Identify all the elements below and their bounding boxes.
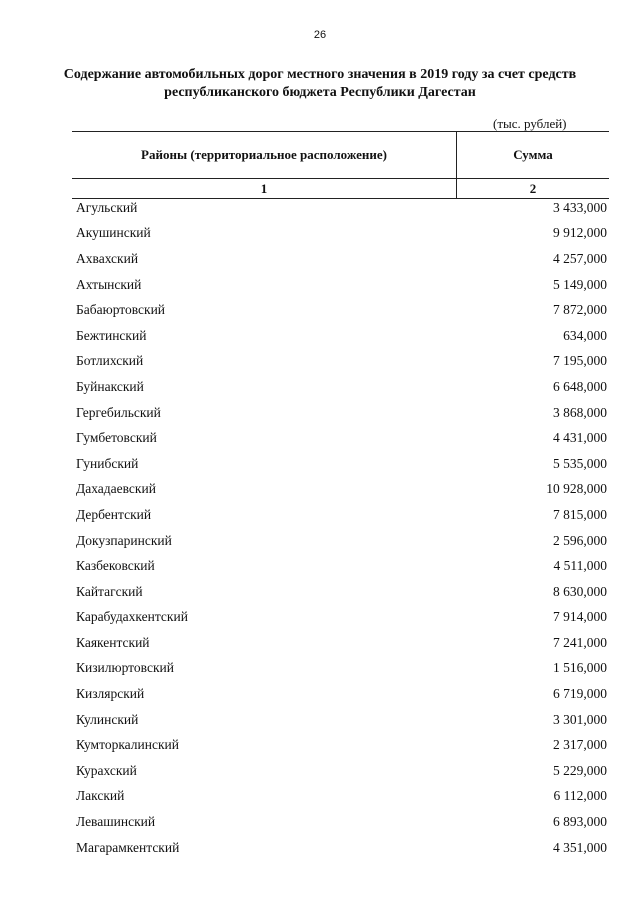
amount-value: 7 914,000 <box>553 609 607 625</box>
table-row <box>72 297 609 323</box>
district-name: Ботлихский <box>76 353 144 369</box>
table-row <box>72 579 609 605</box>
funding-table <box>72 131 609 860</box>
district-name: Казбековский <box>76 558 155 574</box>
district-name: Кизлярский <box>76 686 145 702</box>
district-name: Бабаюртовский <box>76 302 166 318</box>
table-row <box>72 784 609 810</box>
amount-value: 8 630,000 <box>553 583 607 599</box>
amount-value: 634,000 <box>563 327 607 343</box>
amount-value: 2 596,000 <box>553 532 607 548</box>
amount-value: 9 912,000 <box>553 225 607 241</box>
table-row <box>72 477 609 503</box>
district-name: Левашинский <box>76 814 156 830</box>
amount-value: 4 257,000 <box>553 250 607 266</box>
district-name: Кизилюртовский <box>76 660 174 676</box>
table-row <box>72 400 609 426</box>
amount-value: 6 112,000 <box>553 788 607 804</box>
amount-value: 4 431,000 <box>553 430 607 446</box>
table-row <box>72 349 609 375</box>
table-row <box>72 732 609 758</box>
table-row <box>72 681 609 707</box>
district-name: Ахтынский <box>76 276 142 292</box>
table-row <box>72 272 609 298</box>
header-amount: Сумма <box>513 147 553 162</box>
district-name: Акушинский <box>76 225 151 241</box>
column-number-row <box>72 179 609 199</box>
table-row <box>72 323 609 349</box>
district-name: Кулинский <box>76 711 139 727</box>
amount-value: 7 241,000 <box>553 634 607 650</box>
district-name: Дербентский <box>76 506 152 522</box>
table-row <box>72 221 609 247</box>
district-name: Курахский <box>76 762 137 778</box>
table-row <box>72 630 609 656</box>
amount-value: 5 229,000 <box>553 762 607 778</box>
district-name: Каякентский <box>76 634 150 650</box>
amount-value: 10 928,000 <box>546 481 607 497</box>
amount-value: 4 511,000 <box>553 558 607 574</box>
district-name: Гергебильский <box>76 404 161 420</box>
table-row <box>72 656 609 682</box>
amount-value: 7 872,000 <box>553 302 607 318</box>
column-number-1: 1 <box>72 179 457 198</box>
district-name: Гунибский <box>76 455 139 471</box>
district-name: Лакский <box>76 788 125 804</box>
district-name: Агульский <box>76 199 138 215</box>
district-name: Докузпаринский <box>76 532 172 548</box>
document-title-line-2: республиканского бюджета Республики Дагестан <box>164 85 476 100</box>
table-row <box>72 451 609 477</box>
table-row <box>72 553 609 579</box>
header-districts: Районы (территориальное расположение) <box>72 132 457 178</box>
table-header-row <box>72 131 609 179</box>
table-row <box>72 758 609 784</box>
table-body <box>72 195 609 860</box>
district-name: Магарамкентский <box>76 839 180 855</box>
table-row <box>72 707 609 733</box>
district-name: Ахвахский <box>76 250 139 266</box>
table-row <box>72 809 609 835</box>
table-row <box>72 425 609 451</box>
amount-value: 7 195,000 <box>553 353 607 369</box>
district-name: Буйнакский <box>76 378 144 394</box>
amount-value: 6 648,000 <box>553 378 607 394</box>
amount-value: 5 149,000 <box>553 276 607 292</box>
district-name: Бежтинский <box>76 327 147 343</box>
column-number-2: 2 <box>529 181 537 196</box>
table-row <box>72 502 609 528</box>
document-title <box>50 66 590 102</box>
table-row <box>72 195 609 221</box>
amount-value: 7 815,000 <box>553 506 607 522</box>
amount-value: 2 317,000 <box>553 737 607 753</box>
table-row <box>72 246 609 272</box>
document-title-line-1: Содержание автомобильных дорог местного значения в 2019 году за счет средств <box>63 67 577 82</box>
district-name: Дахадаевский <box>76 481 156 497</box>
district-name: Кумторкалинский <box>76 737 179 753</box>
amount-value: 1 516,000 <box>553 660 607 676</box>
amount-value: 3 868,000 <box>553 404 607 420</box>
district-name: Гумбетовский <box>76 430 157 446</box>
amount-value: 6 893,000 <box>553 814 607 830</box>
table-row <box>72 528 609 554</box>
amount-value: 3 301,000 <box>553 711 607 727</box>
district-name: Кайтагский <box>76 583 143 599</box>
units-label: (тыс. рублей) <box>493 116 567 131</box>
amount-value: 5 535,000 <box>553 455 607 471</box>
table-row <box>72 605 609 631</box>
table-row <box>72 374 609 400</box>
district-name: Карабудахкентский <box>76 609 188 625</box>
amount-value: 3 433,000 <box>553 199 607 215</box>
page-number: 26 <box>313 29 327 41</box>
amount-value: 6 719,000 <box>553 686 607 702</box>
table-row <box>72 835 609 861</box>
amount-value: 4 351,000 <box>553 839 607 855</box>
